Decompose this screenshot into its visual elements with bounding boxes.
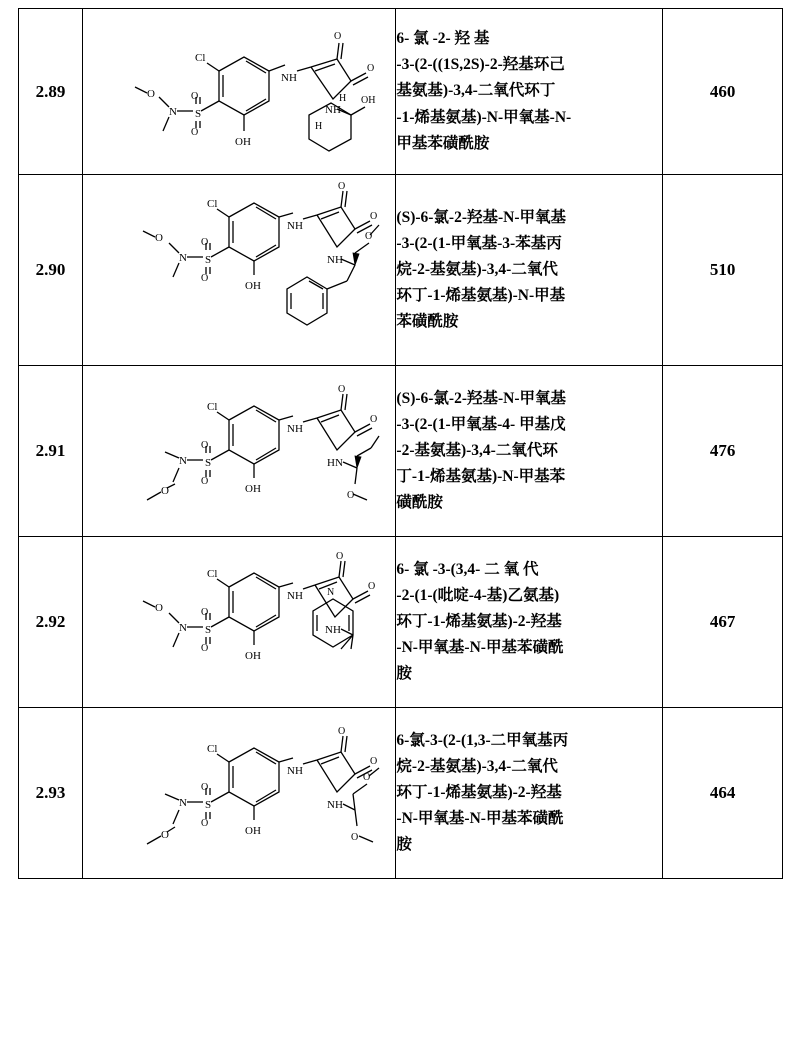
svg-text:HN: HN — [327, 457, 344, 469]
svg-text:N: N — [179, 622, 188, 634]
svg-text:O: O — [336, 551, 344, 562]
svg-text:NH: NH — [325, 104, 342, 116]
compound-structure — [82, 537, 396, 708]
name-line: 基氨基)-3,4-二氧代环丁 — [396, 82, 556, 100]
compound-id: 2.92 — [19, 537, 83, 708]
svg-text:Cl: Cl — [195, 52, 206, 64]
structure-drawing — [89, 175, 389, 365]
svg-text:NH: NH — [325, 624, 342, 636]
svg-text:Cl: Cl — [207, 401, 218, 413]
compound-mass: 467 — [663, 537, 783, 708]
svg-text:O: O — [347, 490, 355, 501]
svg-text:O: O — [201, 440, 209, 451]
structure-drawing — [89, 9, 389, 174]
svg-text:O: O — [155, 232, 164, 244]
structure-drawing — [89, 366, 389, 536]
svg-text:Cl: Cl — [207, 198, 218, 210]
compound-name — [396, 708, 663, 879]
compound-name — [396, 537, 663, 708]
svg-text:O: O — [367, 63, 375, 74]
name-line: -N-甲氧基-N-甲基苯磺酰 — [396, 639, 564, 657]
name-line: 胺 — [396, 836, 412, 854]
svg-text:NH: NH — [287, 220, 304, 232]
compound-id: 2.93 — [19, 708, 83, 879]
svg-text:O: O — [370, 756, 378, 767]
svg-text:O: O — [338, 726, 346, 737]
svg-text:NH: NH — [327, 254, 344, 266]
svg-text:O: O — [338, 181, 346, 192]
compound-mass: 476 — [663, 366, 783, 537]
name-line: 6- 氯 -3-(3,4- 二 氧 代 — [396, 560, 539, 578]
compound-name — [396, 9, 663, 175]
svg-text:OH: OH — [245, 280, 262, 292]
name-line: 6-氯-3-(2-(1,3-二甲氧基丙 — [396, 731, 569, 749]
compound-structure — [82, 366, 396, 537]
name-line: (S)-6-氯-2-羟基-N-甲氧基 — [396, 208, 567, 226]
svg-text:N: N — [179, 455, 188, 467]
svg-text:N: N — [169, 106, 178, 118]
svg-text:O: O — [351, 832, 359, 843]
svg-text:N: N — [179, 797, 188, 809]
svg-text:O: O — [161, 829, 170, 841]
compound-mass: 464 — [663, 708, 783, 879]
svg-text:OH: OH — [235, 136, 252, 148]
svg-text:O: O — [191, 127, 199, 138]
svg-text:S: S — [195, 108, 202, 120]
compound-structure — [82, 708, 396, 879]
svg-text:OH: OH — [245, 650, 262, 662]
svg-text:N: N — [327, 587, 335, 598]
svg-text:Cl: Cl — [207, 743, 218, 755]
svg-text:O: O — [368, 581, 376, 592]
svg-text:NH: NH — [287, 765, 304, 777]
svg-text:O: O — [201, 273, 209, 284]
name-line: 磺酰胺 — [396, 494, 443, 512]
name-line: 环丁-1-烯基氨基)-N-甲基 — [396, 287, 566, 305]
svg-text:O: O — [201, 818, 209, 829]
compound-mass: 460 — [663, 9, 783, 175]
svg-text:N: N — [179, 252, 188, 264]
svg-text:NH: NH — [287, 423, 304, 435]
svg-text:OH: OH — [245, 825, 262, 837]
name-line: -3-(2-((1S,2S)-2-羟基环己 — [396, 56, 565, 74]
compound-name — [396, 175, 663, 366]
svg-text:S: S — [205, 254, 212, 266]
chemical-structure-2-92 — [83, 537, 396, 707]
svg-text:S: S — [205, 624, 212, 636]
svg-text:O: O — [201, 476, 209, 487]
svg-text:O: O — [201, 782, 209, 793]
chemical-structure-2-93 — [83, 708, 396, 878]
structure-drawing — [89, 708, 389, 878]
table-row — [19, 537, 783, 708]
svg-text:NH: NH — [287, 590, 304, 602]
chemical-structure-2-91 — [83, 366, 396, 536]
name-line: 丁-1-烯基氨基)-N-甲基苯 — [396, 468, 566, 486]
svg-text:O: O — [147, 88, 156, 100]
name-line: 环丁-1-烯基氨基)-2-羟基 — [396, 612, 562, 630]
svg-text:O: O — [201, 643, 209, 654]
svg-text:OH: OH — [361, 95, 376, 106]
compound-id: 2.90 — [19, 175, 83, 366]
compound-structure — [82, 175, 396, 366]
name-line: 烷-2-基氨基)-3,4-二氧代 — [396, 757, 558, 775]
svg-text:H: H — [315, 121, 323, 132]
svg-text:S: S — [205, 799, 212, 811]
name-line: 烷-2-基氨基)-3,4-二氧代 — [396, 260, 558, 278]
name-line: -3-(2-(1-甲氧基-4- 甲基戊 — [396, 415, 566, 433]
name-line: (S)-6-氯-2-羟基-N-甲氧基 — [396, 389, 567, 407]
compound-name — [396, 366, 663, 537]
table-row — [19, 175, 783, 366]
name-line: -N-甲氧基-N-甲基苯磺酰 — [396, 810, 564, 828]
svg-text:H: H — [339, 93, 347, 104]
svg-text:O: O — [161, 485, 170, 497]
svg-text:NH: NH — [281, 72, 298, 84]
svg-text:O: O — [201, 607, 209, 618]
svg-text:NH: NH — [327, 799, 344, 811]
name-line: 甲基苯磺酰胺 — [396, 134, 490, 152]
name-line: 6- 氯 -2- 羟 基 — [396, 30, 490, 48]
name-line: 苯磺酰胺 — [396, 313, 459, 331]
svg-text:Cl: Cl — [207, 568, 218, 580]
name-line: -1-烯基氨基)-N-甲氧基-N- — [396, 108, 572, 126]
compound-structure — [82, 9, 396, 175]
name-line: -2-基氨基)-3,4-二氧代环 — [396, 441, 558, 459]
svg-text:O: O — [334, 31, 342, 42]
svg-text:O: O — [370, 211, 378, 222]
name-line: -2-(1-(吡啶-4-基)乙氨基) — [396, 586, 560, 604]
svg-text:S: S — [205, 457, 212, 469]
svg-text:O: O — [201, 237, 209, 248]
table-row — [19, 9, 783, 175]
svg-text:O: O — [338, 384, 346, 395]
chemical-structure-2-89 — [83, 9, 396, 174]
table-row — [19, 366, 783, 537]
svg-text:O: O — [370, 414, 378, 425]
compound-mass: 510 — [663, 175, 783, 366]
svg-text:O: O — [363, 772, 371, 783]
svg-text:O: O — [155, 602, 164, 614]
name-line: -3-(2-(1-甲氧基-3-苯基丙 — [396, 234, 562, 252]
name-line: 环丁-1-烯基氨基)-2-羟基 — [396, 783, 562, 801]
compound-table — [18, 8, 783, 879]
compound-id: 2.91 — [19, 366, 83, 537]
table-row — [19, 708, 783, 879]
chemical-structure-2-90 — [83, 175, 396, 365]
svg-text:OH: OH — [245, 483, 262, 495]
svg-text:O: O — [365, 231, 373, 242]
compound-id: 2.89 — [19, 9, 83, 175]
svg-text:O: O — [191, 91, 199, 102]
structure-drawing — [89, 537, 389, 707]
name-line: 胺 — [396, 665, 412, 683]
